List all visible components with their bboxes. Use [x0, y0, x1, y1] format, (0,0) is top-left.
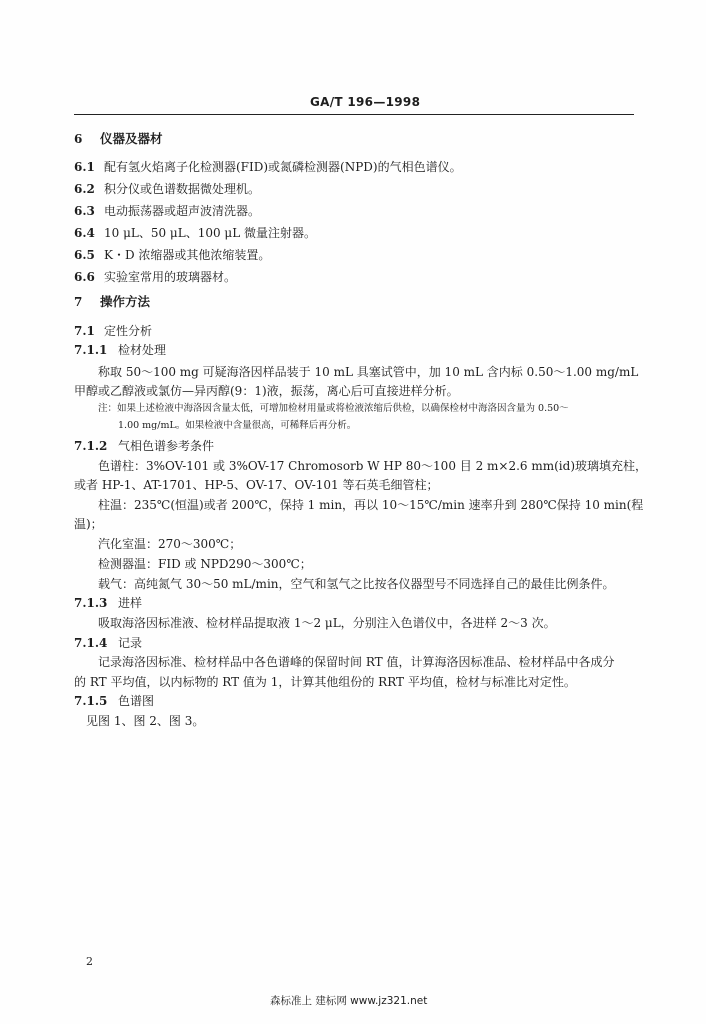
running-header: GA/T 196—1998 [310, 95, 421, 109]
item-text: 配有氢火焰离子化检测器(FID)或氮磷检测器(NPD)的气相色谱仪。 [104, 160, 462, 174]
paragraph-line: 载气：高纯氮气 30～50 mL/min，空气和氢气之比按各仪器型号不同选择自己的最佳比例条件。 [98, 577, 615, 591]
item-number: 6.2 [74, 182, 95, 196]
section-number: 7 [74, 295, 83, 309]
item-number: 6.6 [74, 270, 95, 284]
subsection-number: 7.1.2 [74, 439, 108, 453]
note-line: 注：如果上述检液中海洛因含量太低，可增加检材用量或将检液浓缩后供检，以确保检材中海洛因含量为 0.50～ [98, 403, 569, 414]
subsection-7-1-heading [74, 325, 152, 337]
subsection-title: 定性分析 [104, 324, 153, 338]
item-text: 积分仪或色谱数据微处理机。 [104, 182, 261, 196]
subsection-7-1-2-heading [74, 440, 214, 452]
subsection-7-1-5-heading [74, 695, 154, 707]
paragraph-line: 见图 1、图 2、图 3。 [86, 714, 205, 728]
page-number: 2 [86, 955, 93, 968]
item-number: 6.4 [74, 226, 95, 240]
subsection-number: 7.1.5 [74, 694, 108, 708]
item-text: 电动振荡器或超声波清洗器。 [104, 204, 261, 218]
item-text: 10 μL、50 μL、100 μL 微量注射器。 [104, 226, 317, 240]
subsection-title: 进样 [118, 596, 143, 610]
paragraph-line: 甲醇或乙醇液或氯仿—异丙醇(9：1)液，振荡，离心后可直接进样分析。 [74, 384, 459, 398]
source-watermark: 森标准上 建标网 www.jz321.net [270, 995, 428, 1007]
item-text: K・D 浓缩器或其他浓缩装置。 [104, 248, 271, 262]
subsection-title: 气相色谱参考条件 [118, 439, 215, 453]
subsection-7-1-3-heading [74, 597, 142, 609]
section-title: 仪器及器材 [100, 131, 163, 146]
paragraph-line: 吸取海洛因标准液、检材样品提取液 1～2 μL，分别注入色谱仪中，各进样 2～3 次。 [98, 616, 556, 630]
paragraph-line: 检测器温：FID 或 NPD290～300℃； [98, 557, 312, 571]
list-item [74, 205, 260, 217]
paragraph-line: 称取 50～100 mg 可疑海洛因样品装于 10 mL 具塞试管中，加 10 mL 含内标 0.50～1.00 mg/mL [98, 365, 639, 379]
paragraph-line: 柱温：235℃(恒温)或者 200℃，保持 1 min，再以 10～15℃/min 速率升到 280℃保持 10 min(程 [98, 498, 644, 512]
subsection-7-1-1-heading [74, 344, 166, 356]
item-number: 6.3 [74, 204, 95, 218]
paragraph-line: 的 RT 平均值，以内标物的 RT 值为 1，计算其他组份的 RRT 平均值，检材与标准比对定性。 [74, 675, 576, 689]
subsection-7-1-4-heading [74, 637, 142, 649]
header-rule [74, 114, 634, 115]
paragraph-line: 或者 HP-1、AT-1701、HP-5、OV-17、OV-101 等石英毛细管柱； [74, 478, 439, 492]
paragraph-line: 温)； [74, 517, 103, 531]
subsection-title: 记录 [118, 636, 143, 650]
note-line: 1.00 mg/mL。如果检液中含量很高，可稀释后再分析。 [118, 420, 357, 431]
subsection-number: 7.1.1 [74, 343, 108, 357]
section-7-heading [74, 296, 150, 309]
list-item [74, 271, 236, 283]
item-number: 6.5 [74, 248, 95, 262]
list-item [74, 161, 462, 173]
paragraph-line: 记录海洛因标准、检材样品中各色谱峰的保留时间 RT 值，计算海洛因标准品、检材样品中各成分 [98, 655, 615, 669]
section-6-heading [74, 133, 163, 146]
section-title: 操作方法 [100, 294, 151, 309]
subsection-number: 7.1 [74, 324, 95, 338]
list-item [74, 227, 316, 239]
list-item [74, 183, 260, 195]
paragraph-line: 色谱柱：3%OV-101 或 3%OV-17 Chromosorb W HP 80～100 目 2 m×2.6 mm(id)玻璃填充柱， [98, 459, 648, 473]
item-text: 实验室常用的玻璃器材。 [104, 270, 237, 284]
item-number: 6.1 [74, 160, 95, 174]
subsection-title: 色谱图 [118, 694, 155, 708]
subsection-number: 7.1.3 [74, 596, 108, 610]
subsection-number: 7.1.4 [74, 636, 108, 650]
list-item [74, 249, 270, 261]
subsection-title: 检材处理 [118, 343, 167, 357]
section-number: 6 [74, 132, 83, 146]
paragraph-line: 汽化室温：270～300℃； [98, 537, 242, 551]
